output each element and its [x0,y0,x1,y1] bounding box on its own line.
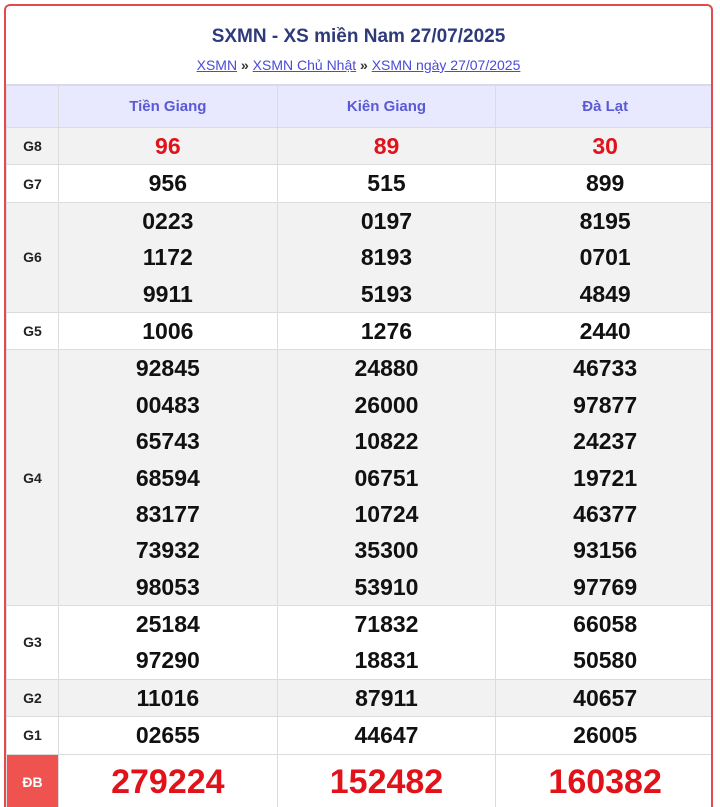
result-cell [277,606,496,680]
table-row [7,165,714,202]
result-number: 24237 [573,428,638,455]
result-number: 87911 [355,684,418,711]
results-header [6,6,711,85]
result-number: 24880 [354,355,419,382]
column-header-kien-giang: Kiên Giang [277,86,496,128]
table-row [7,312,714,349]
result-cell [59,350,278,606]
result-cell [59,679,278,716]
result-number: 97769 [573,573,638,600]
result-cell [496,350,713,606]
table-row [7,606,714,680]
result-number: 152482 [329,762,444,801]
result-cell [496,754,713,807]
result-cell [277,312,496,349]
result-number: 02655 [135,722,200,749]
result-number: 46733 [573,355,638,382]
results-table [6,85,713,807]
result-number: 66058 [573,611,638,638]
result-cell [277,350,496,606]
table-row [7,128,714,165]
breadcrumb-separator: » [240,57,249,73]
result-number: 1276 [360,317,413,344]
prize-label: ĐB [7,754,59,807]
column-header-da-lat: Đà Lạt [496,86,713,128]
result-number: 68594 [135,464,200,491]
result-cell [277,202,496,312]
result-number: 93156 [573,537,638,564]
result-number: 71832 [354,611,419,638]
result-number: 26000 [354,391,419,418]
page-title: SXMN - XS miền Nam 27/07/2025 [211,26,506,47]
result-number: 53910 [354,573,419,600]
result-cell [496,202,713,312]
result-cell [496,717,713,754]
breadcrumb [6,56,711,74]
result-cell [277,165,496,202]
result-cell [277,717,496,754]
prize-label: G6 [7,202,59,312]
result-number: 06751 [354,464,419,491]
breadcrumb-xsmn-date[interactable]: XSMN ngày 27/07/2025 [371,57,521,73]
result-cell [496,606,713,680]
result-number: 96 [155,133,181,159]
breadcrumb-xsmn-sunday[interactable]: XSMN Chủ Nhật [252,57,357,73]
result-number: 30 [592,133,618,159]
result-number: 44647 [354,722,419,749]
breadcrumb-separator: » [360,57,368,73]
result-number: 26005 [573,722,638,749]
table-row [7,679,714,716]
result-number: 0197 [360,207,413,234]
table-row [7,754,714,807]
prize-label: G7 [7,165,59,202]
result-number: 40657 [573,684,638,711]
results-card [4,4,713,807]
result-number: 11016 [136,684,200,711]
result-cell [277,128,496,165]
result-number: 98053 [135,573,200,600]
result-cell [59,312,278,349]
result-number: 515 [367,170,406,197]
result-number: 9911 [142,280,193,307]
table-row [7,717,714,754]
result-number: 00483 [135,391,200,418]
prize-label: G4 [7,350,59,606]
prize-label: G2 [7,679,59,716]
result-number: 89 [373,133,400,159]
result-number: 160382 [548,762,662,801]
result-number: 65743 [135,428,200,455]
result-number: 73932 [135,537,200,564]
result-cell [59,754,278,807]
result-number: 97877 [573,391,638,418]
result-number: 92845 [135,355,200,382]
result-cell [59,202,278,312]
result-cell [496,165,713,202]
corner-cell [7,86,59,128]
result-number: 1172 [142,244,193,271]
result-number: 97290 [135,647,200,674]
prize-label: G3 [7,606,59,680]
prize-label: G1 [7,717,59,754]
result-number: 0701 [579,244,631,271]
result-cell [496,679,713,716]
result-cell [59,165,278,202]
result-number: 899 [585,170,625,197]
prize-label: G8 [7,128,59,165]
result-number: 8193 [360,244,413,271]
result-number: 2440 [579,317,631,344]
table-row [7,350,714,606]
column-header-tien-giang: Tiền Giang [59,86,278,128]
result-number: 50580 [573,647,638,674]
table-header-row [7,86,714,128]
result-number: 35300 [354,537,419,564]
result-cell [59,128,278,165]
result-number: 0223 [142,207,194,234]
result-cell [59,717,278,754]
result-number: 25184 [135,611,200,638]
result-number: 46377 [573,500,638,527]
result-cell [277,679,496,716]
results-body [7,128,714,807]
prize-label: G5 [7,312,59,349]
result-number: 5193 [360,280,413,307]
result-number: 83177 [135,500,200,527]
result-cell [496,128,713,165]
result-number: 18831 [354,647,419,674]
result-number: 8195 [579,207,631,234]
table-row [7,202,714,312]
result-cell [277,754,496,807]
result-number: 10724 [354,500,419,527]
result-number: 19721 [573,464,638,491]
result-number: 279224 [111,762,225,801]
breadcrumb-xsmn[interactable]: XSMN [196,57,238,73]
result-number: 1006 [142,317,194,344]
result-number: 10822 [354,428,419,455]
result-cell [496,312,713,349]
result-number: 4849 [579,280,631,307]
result-cell [59,606,278,680]
result-number: 956 [148,170,188,197]
